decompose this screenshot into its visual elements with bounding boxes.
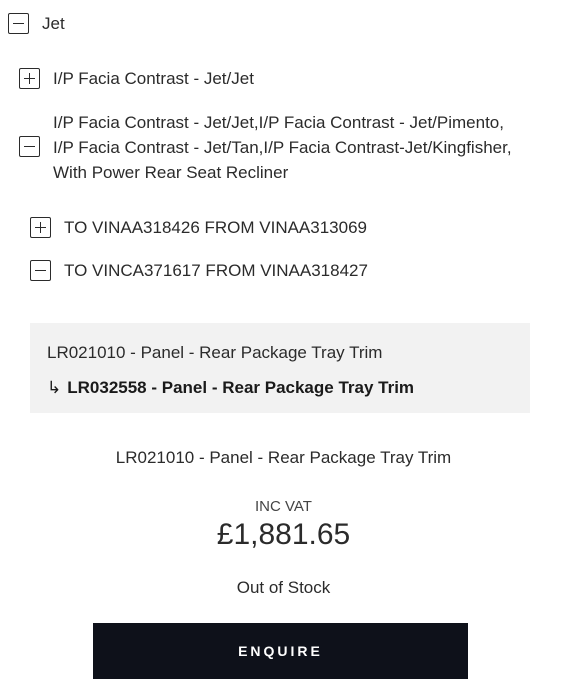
tree-node-label-line: With Power Rear Seat Recliner: [53, 163, 289, 182]
enquire-button[interactable]: ENQUIRE: [93, 623, 468, 679]
new-part-label: LR032558 - Panel - Rear Package Tray Trim: [67, 378, 415, 397]
product-name: LR021010 - Panel - Rear Package Tray Trim: [115, 448, 452, 467]
collapse-minus-icon[interactable]: [8, 13, 29, 34]
tree-node-jet[interactable]: [8, 11, 65, 36]
tree-node-label: I/P Facia Contrast - Jet/Jet: [53, 69, 254, 88]
new-part-number[interactable]: [47, 376, 414, 400]
old-part-number: LR021010 - Panel - Rear Package Tray Trim: [47, 343, 383, 362]
tree-node-label: TO VINCA371617 FROM VINAA318427: [64, 261, 368, 280]
vat-label: INC VAT: [255, 498, 312, 515]
tree-node-facia-multi[interactable]: [53, 110, 563, 185]
tree-node-label-line: I/P Facia Contrast - Jet/Jet,I/P Facia Contrast - Jet/Pimento,: [53, 113, 504, 132]
tree-node-label-line: I/P Facia Contrast - Jet/Tan,I/P Facia Contrast-Jet/Kingfisher,: [53, 138, 512, 157]
tree-node-label: TO VINAA318426 FROM VINAA313069: [64, 218, 368, 237]
supersede-arrow-icon: ↳: [47, 378, 62, 397]
collapse-minus-icon[interactable]: [30, 260, 51, 281]
stock-status: Out of Stock: [236, 578, 331, 597]
price: £1,881.65: [216, 518, 351, 551]
expand-plus-icon[interactable]: [30, 217, 51, 238]
tree-node-vin-range-1[interactable]: [30, 215, 367, 240]
tree-node-label: Jet: [42, 14, 65, 33]
tree-node-vin-range-2[interactable]: [30, 258, 368, 283]
collapse-minus-icon[interactable]: [19, 136, 40, 157]
tree-node-facia-jet-jet[interactable]: [19, 66, 254, 91]
part-supersession-panel: [30, 323, 530, 413]
expand-plus-icon[interactable]: [19, 68, 40, 89]
